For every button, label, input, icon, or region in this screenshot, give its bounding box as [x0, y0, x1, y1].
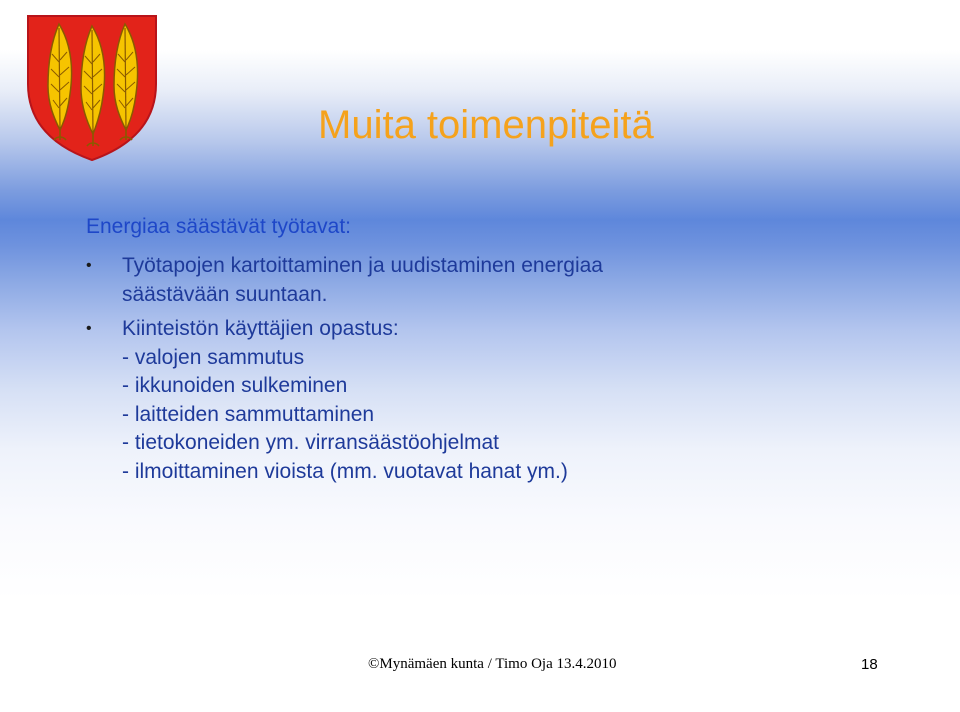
page-number: 18: [861, 656, 878, 673]
bullet-line: Kiinteistön käyttäjien opastus:: [122, 317, 399, 340]
bullet-item: [86, 252, 926, 309]
slide-title: Muita toimenpiteitä: [318, 103, 654, 147]
slide-body: [86, 252, 926, 492]
footer-text: ©Mynämäen kunta / Timo Oja 13.4.2010: [368, 656, 617, 672]
bullet-icon: •: [86, 257, 92, 274]
bullet-line: - laitteiden sammuttaminen: [122, 402, 375, 426]
slide-subtitle: Energiaa säästävät työtavat:: [86, 215, 351, 238]
bullet-line: - ikkunoiden sulkeminen: [122, 374, 348, 397]
bullet-line: - tietokoneiden ym. virransäästöohjelmat: [122, 431, 500, 454]
bullet-line: Työtapojen kartoittaminen ja uudistaminen energiaa: [122, 254, 603, 277]
bullet-line: - ilmoittaminen vioista (mm. vuotavat hanat ym.): [122, 459, 568, 483]
coat-of-arms-icon: [26, 14, 158, 162]
bullet-line: - valojen sammutus: [122, 345, 305, 369]
bullet-item: [86, 315, 926, 486]
bullet-line: säästävään suuntaan.: [122, 282, 328, 306]
bullet-icon: •: [86, 320, 92, 337]
